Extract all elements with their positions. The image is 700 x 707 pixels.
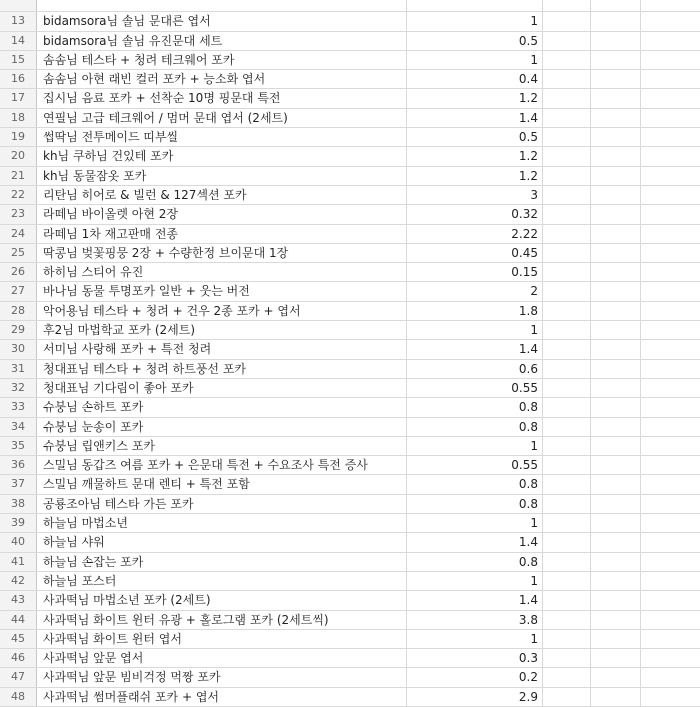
row-number[interactable]: 48: [0, 688, 37, 706]
item-name-cell[interactable]: 사과떡님 썸머플래쉬 포카 + 엽서: [37, 688, 407, 706]
item-name-cell[interactable]: 바나님 동물 투명포카 일반 + 웃는 버전: [37, 282, 407, 300]
item-name-cell[interactable]: 하늘님 포스터: [37, 572, 407, 590]
row-number[interactable]: 35: [0, 437, 37, 455]
table-row[interactable]: [0, 360, 700, 379]
table-row[interactable]: [0, 630, 700, 649]
table-row[interactable]: [0, 205, 700, 224]
empty-cell[interactable]: [543, 32, 591, 50]
item-name-cell[interactable]: 딱콩님 벚꽃핑뭉 2장 + 수량한정 브이문대 1장: [37, 244, 407, 262]
item-name-cell[interactable]: bidamsora님 솔님 유진문대 세트: [37, 32, 407, 50]
empty-cell[interactable]: [543, 495, 591, 513]
table-row[interactable]: [0, 611, 700, 630]
item-value-cell[interactable]: 0.8: [407, 418, 543, 436]
empty-cell[interactable]: [641, 379, 700, 397]
item-value-cell[interactable]: 1: [407, 572, 543, 590]
row-number[interactable]: 41: [0, 553, 37, 571]
empty-cell[interactable]: [543, 360, 591, 378]
empty-cell[interactable]: [591, 225, 641, 243]
empty-cell[interactable]: [641, 437, 700, 455]
empty-cell[interactable]: [543, 437, 591, 455]
row-number[interactable]: 19: [0, 128, 37, 146]
item-value-cell[interactable]: 0.15: [407, 263, 543, 281]
empty-cell[interactable]: [543, 282, 591, 300]
empty-cell[interactable]: [591, 109, 641, 127]
empty-cell[interactable]: [641, 51, 700, 69]
empty-cell[interactable]: [591, 89, 641, 107]
item-value-cell[interactable]: 2.22: [407, 225, 543, 243]
empty-cell[interactable]: [641, 533, 700, 551]
item-value-cell[interactable]: 1: [407, 514, 543, 532]
table-row[interactable]: [0, 225, 700, 244]
empty-cell[interactable]: [641, 398, 700, 416]
empty-cell[interactable]: [591, 186, 641, 204]
empty-cell[interactable]: [641, 128, 700, 146]
empty-cell[interactable]: [591, 649, 641, 667]
empty-cell[interactable]: [641, 514, 700, 532]
empty-cell[interactable]: [543, 340, 591, 358]
empty-cell[interactable]: [543, 89, 591, 107]
empty-cell[interactable]: [591, 418, 641, 436]
item-value-cell[interactable]: 1.2: [407, 147, 543, 165]
empty-cell[interactable]: [591, 630, 641, 648]
row-number[interactable]: 23: [0, 205, 37, 223]
item-name-cell[interactable]: 악어용님 테스타 + 청려 + 건우 2종 포카 + 엽서: [37, 302, 407, 320]
empty-cell[interactable]: [641, 12, 700, 30]
empty-cell[interactable]: [591, 360, 641, 378]
table-row[interactable]: [0, 456, 700, 475]
table-row[interactable]: [0, 379, 700, 398]
empty-cell[interactable]: [591, 0, 641, 11]
item-value-cell[interactable]: 1: [407, 51, 543, 69]
empty-cell[interactable]: [591, 51, 641, 69]
empty-cell[interactable]: [591, 437, 641, 455]
empty-cell[interactable]: [591, 263, 641, 281]
empty-cell[interactable]: [641, 611, 700, 629]
empty-cell[interactable]: [543, 225, 591, 243]
item-value-cell[interactable]: 0.45: [407, 244, 543, 262]
empty-cell[interactable]: [641, 591, 700, 609]
empty-cell[interactable]: [591, 553, 641, 571]
item-name-cell[interactable]: 청대표님 기다림이 좋아 포카: [37, 379, 407, 397]
item-value-cell[interactable]: [407, 0, 543, 11]
table-row[interactable]: [0, 591, 700, 610]
item-value-cell[interactable]: 2: [407, 282, 543, 300]
empty-cell[interactable]: [641, 89, 700, 107]
empty-cell[interactable]: [543, 418, 591, 436]
empty-cell[interactable]: [591, 514, 641, 532]
item-name-cell[interactable]: bidamsora님 솔님 문대른 엽서: [37, 12, 407, 30]
item-name-cell[interactable]: 하늘님 손잡는 포카: [37, 553, 407, 571]
row-number[interactable]: 24: [0, 225, 37, 243]
empty-cell[interactable]: [543, 611, 591, 629]
item-name-cell[interactable]: 사과떡님 앞문 엽서: [37, 649, 407, 667]
item-value-cell[interactable]: 0.2: [407, 668, 543, 686]
table-row[interactable]: [0, 128, 700, 147]
item-name-cell[interactable]: kh님 동물잠옷 포카: [37, 167, 407, 185]
item-value-cell[interactable]: 1.2: [407, 89, 543, 107]
row-number[interactable]: 43: [0, 591, 37, 609]
empty-cell[interactable]: [543, 167, 591, 185]
empty-cell[interactable]: [641, 553, 700, 571]
row-number[interactable]: 27: [0, 282, 37, 300]
row-number[interactable]: 44: [0, 611, 37, 629]
row-number[interactable]: 40: [0, 533, 37, 551]
empty-cell[interactable]: [591, 205, 641, 223]
empty-cell[interactable]: [641, 186, 700, 204]
table-row[interactable]: [0, 553, 700, 572]
table-row[interactable]: [0, 282, 700, 301]
row-number[interactable]: 26: [0, 263, 37, 281]
row-number[interactable]: 38: [0, 495, 37, 513]
table-row[interactable]: [0, 340, 700, 359]
row-number[interactable]: 37: [0, 475, 37, 493]
item-value-cell[interactable]: 1: [407, 321, 543, 339]
empty-cell[interactable]: [641, 225, 700, 243]
item-name-cell[interactable]: 슈붕님 립앤키스 포카: [37, 437, 407, 455]
item-value-cell[interactable]: 1.4: [407, 340, 543, 358]
item-name-cell[interactable]: 라떼님 바이올렛 아현 2장: [37, 205, 407, 223]
row-number[interactable]: 25: [0, 244, 37, 262]
empty-cell[interactable]: [543, 263, 591, 281]
empty-cell[interactable]: [543, 109, 591, 127]
row-number[interactable]: 36: [0, 456, 37, 474]
empty-cell[interactable]: [543, 12, 591, 30]
empty-cell[interactable]: [543, 572, 591, 590]
table-row[interactable]: [0, 70, 700, 89]
item-name-cell[interactable]: 청대표님 테스타 + 청려 하트풍선 포카: [37, 360, 407, 378]
item-name-cell[interactable]: 스밀님 동갑즈 여름 포카 + 은문대 특전 + 수요조사 특전 증사: [37, 456, 407, 474]
empty-cell[interactable]: [641, 302, 700, 320]
row-number[interactable]: [0, 0, 37, 11]
item-name-cell[interactable]: 집시님 음료 포카 + 선착순 10명 핑문대 특전: [37, 89, 407, 107]
empty-cell[interactable]: [591, 128, 641, 146]
table-row[interactable]: [0, 12, 700, 31]
row-number[interactable]: 30: [0, 340, 37, 358]
empty-cell[interactable]: [543, 591, 591, 609]
empty-cell[interactable]: [543, 0, 591, 11]
item-value-cell[interactable]: 0.5: [407, 32, 543, 50]
table-row[interactable]: [0, 475, 700, 494]
table-row[interactable]: [0, 109, 700, 128]
empty-cell[interactable]: [641, 495, 700, 513]
item-value-cell[interactable]: 0.8: [407, 495, 543, 513]
empty-cell[interactable]: [543, 649, 591, 667]
item-name-cell[interactable]: 슈붕님 손하트 포카: [37, 398, 407, 416]
item-name-cell[interactable]: 서미님 사랑해 포카 + 특전 청려: [37, 340, 407, 358]
table-row[interactable]: [0, 668, 700, 687]
empty-cell[interactable]: [591, 398, 641, 416]
empty-cell[interactable]: [543, 456, 591, 474]
item-value-cell[interactable]: 1.2: [407, 167, 543, 185]
item-value-cell[interactable]: 0.6: [407, 360, 543, 378]
table-row[interactable]: [0, 437, 700, 456]
empty-cell[interactable]: [641, 688, 700, 706]
item-value-cell[interactable]: 1.8: [407, 302, 543, 320]
table-row[interactable]: [0, 688, 700, 707]
table-row[interactable]: [0, 51, 700, 70]
empty-cell[interactable]: [641, 340, 700, 358]
row-number[interactable]: 22: [0, 186, 37, 204]
item-name-cell[interactable]: 하히님 스티어 유진: [37, 263, 407, 281]
item-name-cell[interactable]: 연필님 고급 테크웨어 / 멈머 문대 엽서 (2세트): [37, 109, 407, 127]
item-value-cell[interactable]: 0.8: [407, 553, 543, 571]
empty-cell[interactable]: [543, 553, 591, 571]
row-number[interactable]: 32: [0, 379, 37, 397]
item-name-cell[interactable]: 사과떡님 마법소년 포카 (2세트): [37, 591, 407, 609]
item-value-cell[interactable]: 0.32: [407, 205, 543, 223]
empty-cell[interactable]: [543, 186, 591, 204]
empty-cell[interactable]: [543, 533, 591, 551]
item-value-cell[interactable]: 3.8: [407, 611, 543, 629]
empty-cell[interactable]: [641, 282, 700, 300]
table-row[interactable]: [0, 263, 700, 282]
table-row[interactable]: [0, 32, 700, 51]
empty-cell[interactable]: [591, 688, 641, 706]
item-value-cell[interactable]: 2.9: [407, 688, 543, 706]
table-row[interactable]: [0, 649, 700, 668]
item-name-cell[interactable]: 솜솜님 테스타 + 청려 테크웨어 포카: [37, 51, 407, 69]
item-name-cell[interactable]: 슈붕님 눈송이 포카: [37, 418, 407, 436]
empty-cell[interactable]: [543, 302, 591, 320]
item-value-cell[interactable]: 0.55: [407, 456, 543, 474]
table-row[interactable]: [0, 533, 700, 552]
item-name-cell[interactable]: 솜솜님 아현 래빈 컬러 포카 + 능소화 엽서: [37, 70, 407, 88]
item-name-cell[interactable]: 사과떡님 화이트 윈터 엽서: [37, 630, 407, 648]
table-row[interactable]: [0, 495, 700, 514]
item-value-cell[interactable]: 1: [407, 437, 543, 455]
empty-cell[interactable]: [591, 611, 641, 629]
empty-cell[interactable]: [591, 475, 641, 493]
item-name-cell[interactable]: 썹딱님 전투메이드 띠부씰: [37, 128, 407, 146]
empty-cell[interactable]: [591, 379, 641, 397]
item-name-cell[interactable]: kh님 쿠하님 건있테 포카: [37, 147, 407, 165]
empty-cell[interactable]: [641, 475, 700, 493]
empty-cell[interactable]: [641, 147, 700, 165]
empty-cell[interactable]: [641, 167, 700, 185]
row-number[interactable]: 45: [0, 630, 37, 648]
item-value-cell[interactable]: 1.4: [407, 533, 543, 551]
empty-cell[interactable]: [543, 475, 591, 493]
empty-cell[interactable]: [591, 533, 641, 551]
empty-cell[interactable]: [641, 321, 700, 339]
item-name-cell[interactable]: 하늘님 마법소년: [37, 514, 407, 532]
item-value-cell[interactable]: 1: [407, 630, 543, 648]
table-row[interactable]: [0, 186, 700, 205]
empty-cell[interactable]: [591, 456, 641, 474]
empty-cell[interactable]: [641, 668, 700, 686]
empty-cell[interactable]: [641, 0, 700, 11]
empty-cell[interactable]: [543, 128, 591, 146]
table-row[interactable]: [0, 89, 700, 108]
row-number[interactable]: 39: [0, 514, 37, 532]
table-row[interactable]: [0, 0, 700, 12]
row-number[interactable]: 31: [0, 360, 37, 378]
empty-cell[interactable]: [543, 70, 591, 88]
empty-cell[interactable]: [641, 418, 700, 436]
item-value-cell[interactable]: 0.8: [407, 398, 543, 416]
empty-cell[interactable]: [591, 668, 641, 686]
empty-cell[interactable]: [543, 244, 591, 262]
empty-cell[interactable]: [543, 379, 591, 397]
row-number[interactable]: 42: [0, 572, 37, 590]
row-number[interactable]: 29: [0, 321, 37, 339]
empty-cell[interactable]: [641, 456, 700, 474]
row-number[interactable]: 21: [0, 167, 37, 185]
row-number[interactable]: 14: [0, 32, 37, 50]
row-number[interactable]: 28: [0, 302, 37, 320]
row-number[interactable]: 46: [0, 649, 37, 667]
empty-cell[interactable]: [543, 205, 591, 223]
empty-cell[interactable]: [543, 688, 591, 706]
item-value-cell[interactable]: 0.5: [407, 128, 543, 146]
table-row[interactable]: [0, 418, 700, 437]
row-number[interactable]: 47: [0, 668, 37, 686]
item-value-cell[interactable]: 1.4: [407, 591, 543, 609]
table-row[interactable]: [0, 321, 700, 340]
empty-cell[interactable]: [641, 109, 700, 127]
item-name-cell[interactable]: 후2님 마법학교 포카 (2세트): [37, 321, 407, 339]
table-row[interactable]: [0, 167, 700, 186]
item-name-cell[interactable]: [37, 0, 407, 11]
empty-cell[interactable]: [543, 668, 591, 686]
empty-cell[interactable]: [641, 32, 700, 50]
item-name-cell[interactable]: 공룡조아님 테스타 가든 포카: [37, 495, 407, 513]
item-name-cell[interactable]: 하늘님 샤워: [37, 533, 407, 551]
row-number[interactable]: 13: [0, 12, 37, 30]
empty-cell[interactable]: [641, 572, 700, 590]
row-number[interactable]: 17: [0, 89, 37, 107]
row-number[interactable]: 15: [0, 51, 37, 69]
empty-cell[interactable]: [543, 514, 591, 532]
item-value-cell[interactable]: 0.4: [407, 70, 543, 88]
empty-cell[interactable]: [591, 282, 641, 300]
empty-cell[interactable]: [543, 321, 591, 339]
item-value-cell[interactable]: 3: [407, 186, 543, 204]
table-row[interactable]: [0, 147, 700, 166]
empty-cell[interactable]: [591, 12, 641, 30]
empty-cell[interactable]: [591, 147, 641, 165]
item-value-cell[interactable]: 0.3: [407, 649, 543, 667]
table-row[interactable]: [0, 572, 700, 591]
empty-cell[interactable]: [641, 244, 700, 262]
empty-cell[interactable]: [543, 398, 591, 416]
row-number[interactable]: 33: [0, 398, 37, 416]
table-row[interactable]: [0, 398, 700, 417]
row-number[interactable]: 16: [0, 70, 37, 88]
empty-cell[interactable]: [591, 340, 641, 358]
empty-cell[interactable]: [591, 32, 641, 50]
empty-cell[interactable]: [591, 321, 641, 339]
table-row[interactable]: [0, 514, 700, 533]
empty-cell[interactable]: [641, 360, 700, 378]
table-row[interactable]: [0, 302, 700, 321]
empty-cell[interactable]: [543, 147, 591, 165]
sheet-rows: [0, 12, 700, 707]
item-name-cell[interactable]: 라떼님 1차 재고판매 전종: [37, 225, 407, 243]
item-name-cell[interactable]: 사과떡님 앞문 빔비걱정 먹짱 포카: [37, 668, 407, 686]
row-number[interactable]: 18: [0, 109, 37, 127]
empty-cell[interactable]: [591, 167, 641, 185]
item-value-cell[interactable]: 1.4: [407, 109, 543, 127]
empty-cell[interactable]: [641, 630, 700, 648]
row-number[interactable]: 34: [0, 418, 37, 436]
item-value-cell[interactable]: 0.8: [407, 475, 543, 493]
row-number[interactable]: 20: [0, 147, 37, 165]
empty-cell[interactable]: [543, 630, 591, 648]
empty-cell[interactable]: [591, 70, 641, 88]
empty-cell[interactable]: [591, 572, 641, 590]
empty-cell[interactable]: [543, 51, 591, 69]
item-value-cell[interactable]: 0.55: [407, 379, 543, 397]
item-name-cell[interactable]: 스밀님 깨물하트 문대 렌티 + 특전 포함: [37, 475, 407, 493]
empty-cell[interactable]: [591, 302, 641, 320]
empty-cell[interactable]: [591, 591, 641, 609]
empty-cell[interactable]: [641, 70, 700, 88]
empty-cell[interactable]: [591, 495, 641, 513]
empty-cell[interactable]: [641, 263, 700, 281]
empty-cell[interactable]: [591, 244, 641, 262]
table-row[interactable]: [0, 244, 700, 263]
empty-cell[interactable]: [641, 205, 700, 223]
empty-cell[interactable]: [641, 649, 700, 667]
item-name-cell[interactable]: 사과떡님 화이트 윈터 유광 + 홀로그램 포카 (2세트씩): [37, 611, 407, 629]
item-value-cell[interactable]: 1: [407, 12, 543, 30]
item-name-cell[interactable]: 리탄님 히어로 & 빌런 & 127섹션 포카: [37, 186, 407, 204]
